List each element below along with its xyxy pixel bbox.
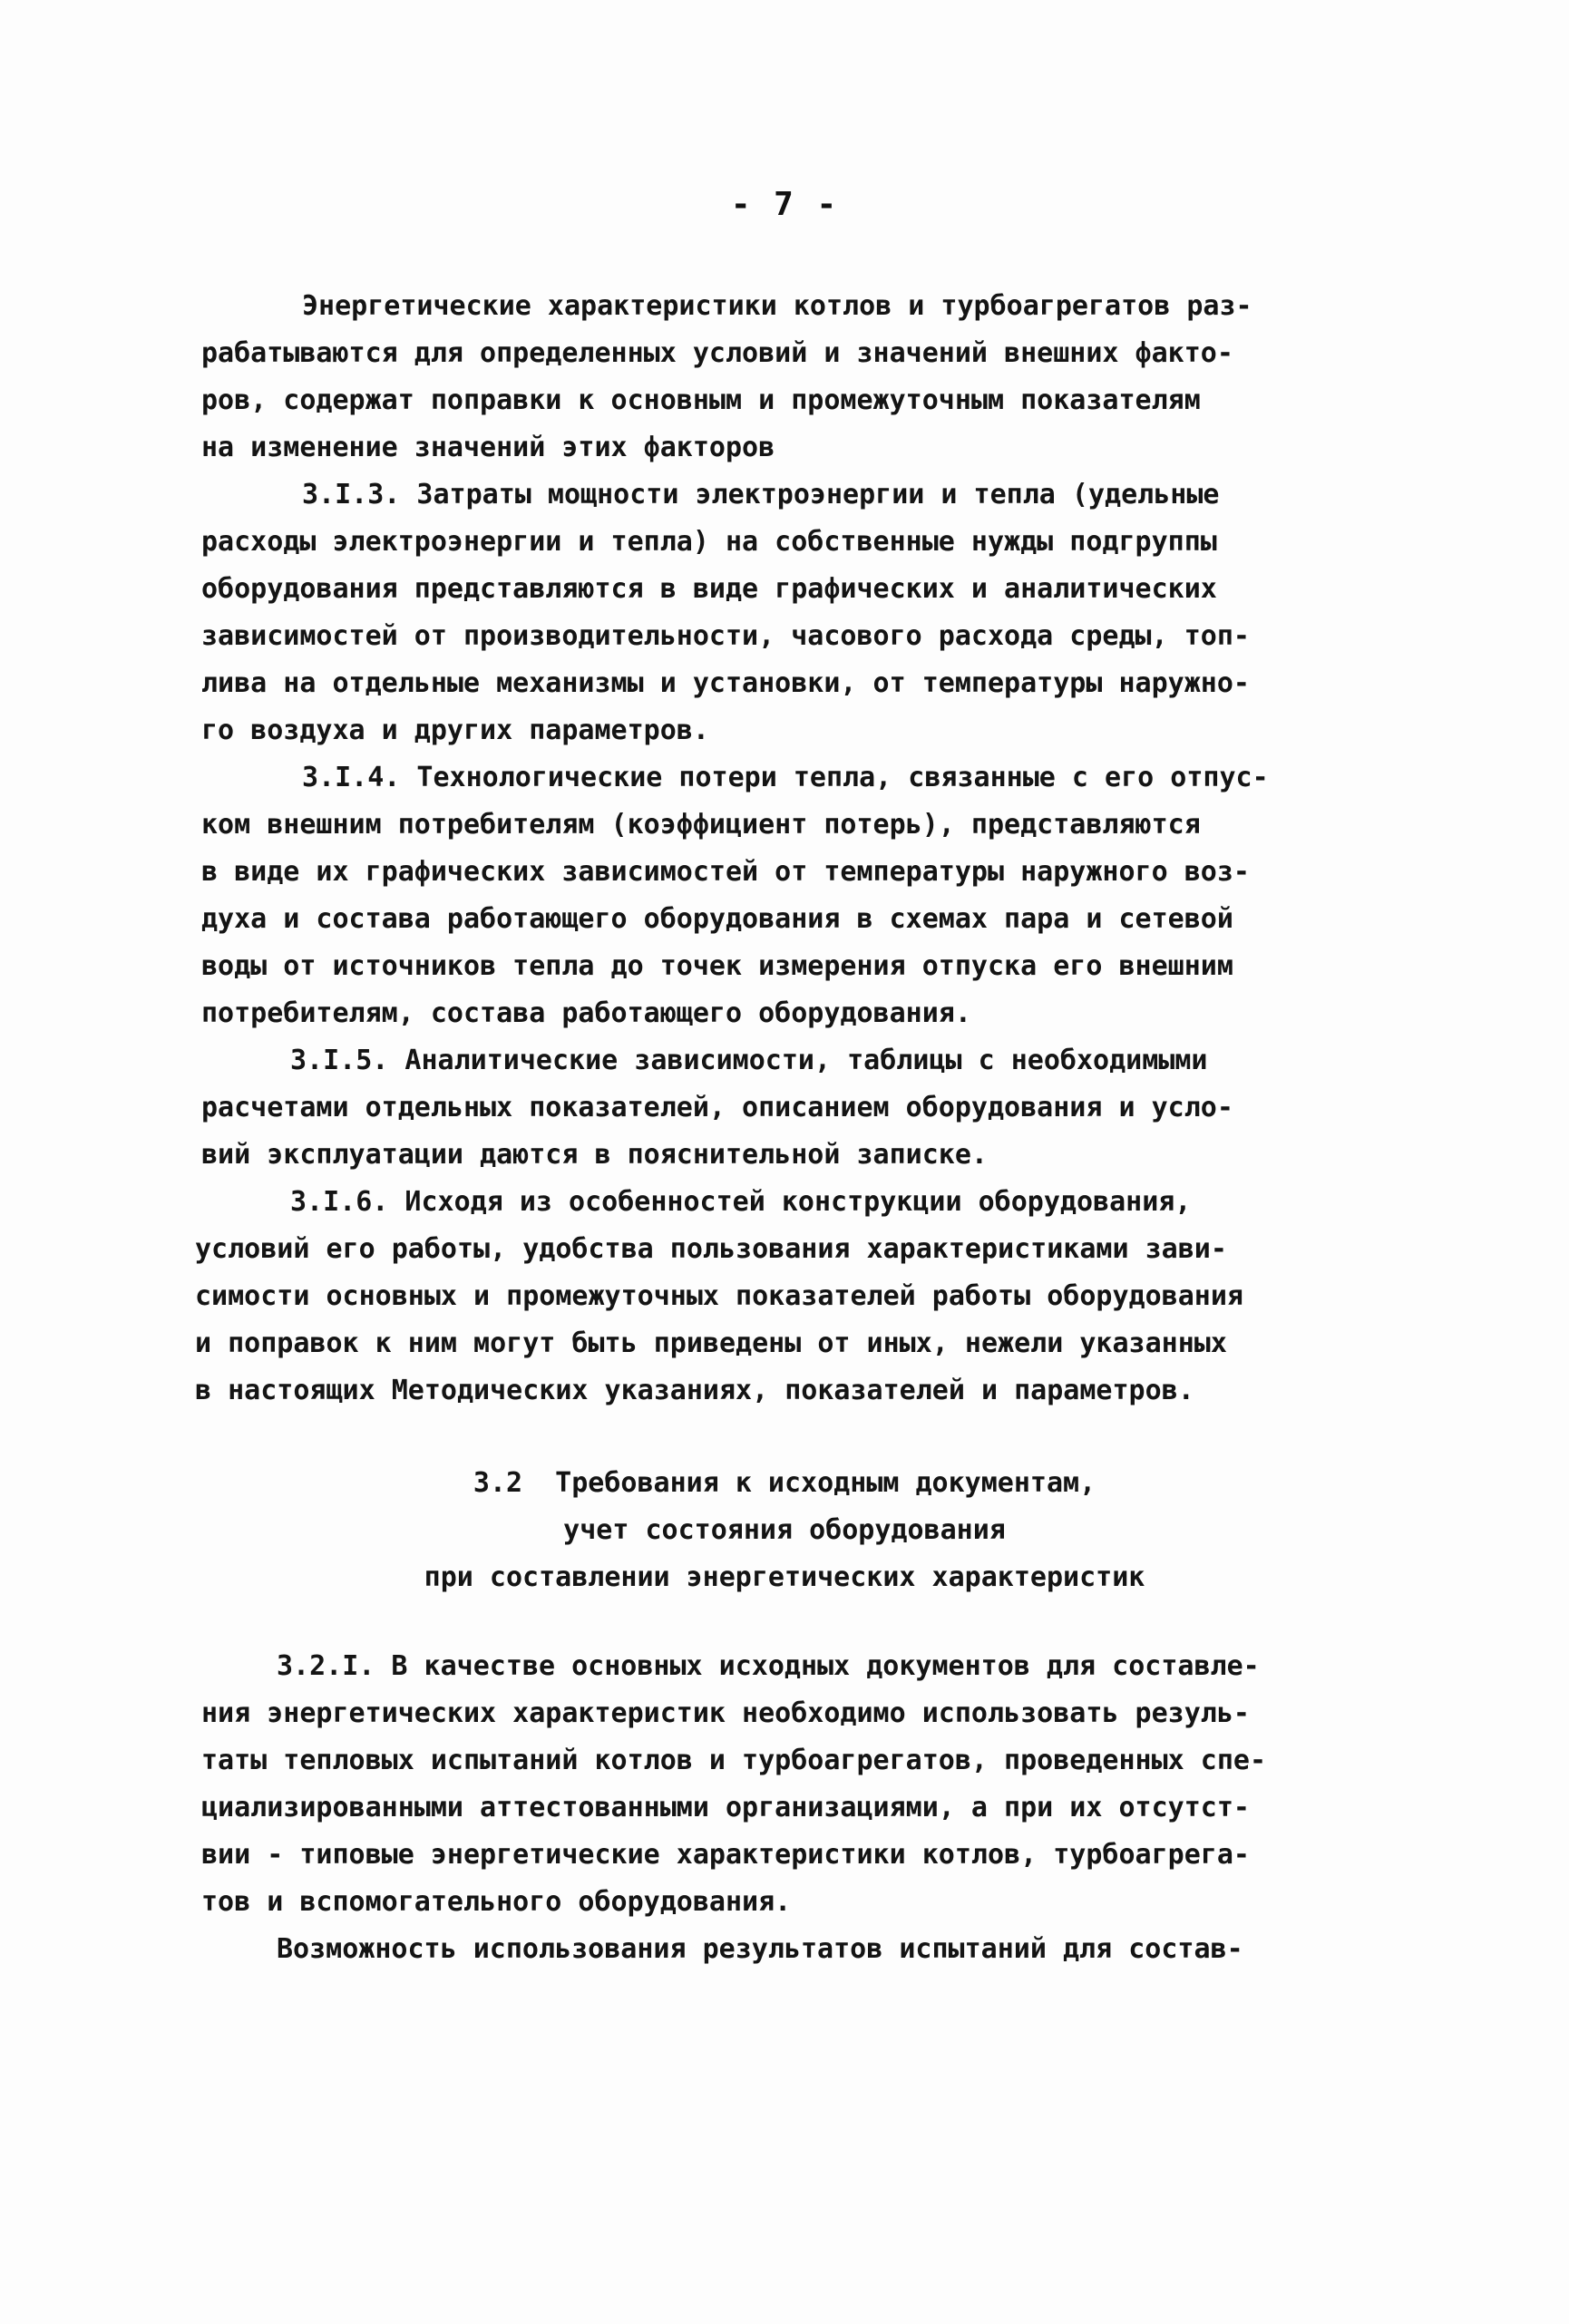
paragraph-line: циализированными аттестованными организациями, а при их отсутст- xyxy=(201,1792,1250,1823)
paragraph-line: и поправок к ним могут быть приведены от иных, нежели указанных xyxy=(195,1327,1227,1359)
paragraph-line: зависимостей от производительности, часового расхода среды, топ- xyxy=(201,620,1250,652)
paragraph-line: условий его работы, удобства пользования характеристиками зави- xyxy=(195,1233,1227,1265)
paragraph-line: ком внешним потребителям (коэффициент потерь), представляются xyxy=(201,809,1201,841)
paragraph-line: лива на отдельные механизмы и установки, от температуры наружно- xyxy=(201,667,1250,699)
paragraph-line: оборудования представляются в виде графических и аналитических xyxy=(201,573,1217,605)
page-number: - 7 - xyxy=(730,186,839,223)
paragraph-line: потребителям, состава работающего оборудования. xyxy=(201,997,971,1029)
paragraph-line: на изменение значений этих факторов xyxy=(201,432,775,463)
paragraph-line: 3.I.3. Затраты мощности электроэнергии и тепла (удельные xyxy=(302,479,1220,511)
section-heading-line: учет состояния оборудования xyxy=(563,1514,1006,1546)
paragraph-line: го воздуха и других параметров. xyxy=(201,715,709,746)
paragraph-line: расходы электроэнергии и тепла) на собственные нужды подгруппы xyxy=(201,526,1217,558)
paragraph-line: ров, содержат поправки к основным и промежуточным показателям xyxy=(201,384,1201,416)
paragraph-line: тов и вспомогательного оборудования. xyxy=(201,1886,792,1918)
section-heading-line: при составлении энергетических характеристик xyxy=(424,1561,1145,1593)
paragraph-line: в настоящих Методических указаниях, показателей и параметров. xyxy=(195,1375,1194,1406)
paragraph-line: в виде их графических зависимостей от температуры наружного воз- xyxy=(201,856,1250,888)
paragraph-line: рабатываются для определенных условий и значений внешних факто- xyxy=(201,337,1233,369)
paragraph-line: воды от источников тепла до точек измерения отпуска его внешним xyxy=(201,950,1233,982)
paragraph-line: ния энергетических характеристик необходимо использовать резуль- xyxy=(201,1697,1250,1729)
paragraph-line: духа и состава работающего оборудования в схемах пара и сетевой xyxy=(201,903,1233,935)
paragraph-line: 3.I.5. Аналитические зависимости, таблицы с необходимыми xyxy=(290,1045,1208,1076)
paragraph-line: таты тепловых испытаний котлов и турбоагрегатов, проведенных спе- xyxy=(201,1745,1266,1776)
section-heading-line: 3.2 Требования к исходным документам, xyxy=(473,1467,1096,1499)
paragraph-line: 3.I.6. Исходя из особенностей конструкции оборудования, xyxy=(290,1186,1192,1218)
paragraph-line: 3.I.4. Технологические потери тепла, связанные с его отпус- xyxy=(302,762,1269,793)
paragraph-line: вий эксплуатации даются в пояснительной записке. xyxy=(201,1139,988,1171)
paragraph-line: вии - типовые энергетические характеристики котлов, турбоагрега- xyxy=(201,1839,1250,1871)
paragraph-line: Возможность использования результатов испытаний для состав- xyxy=(277,1933,1243,1965)
paragraph-line: расчетами отдельных показателей, описанием оборудования и усло- xyxy=(201,1092,1233,1123)
paragraph-line: Энергетические характеристики котлов и турбоагрегатов раз- xyxy=(302,290,1252,322)
paragraph-line: 3.2.I. В качестве основных исходных документов для составле- xyxy=(277,1650,1260,1682)
paragraph-line: симости основных и промежуточных показателей работы оборудования xyxy=(195,1280,1243,1312)
